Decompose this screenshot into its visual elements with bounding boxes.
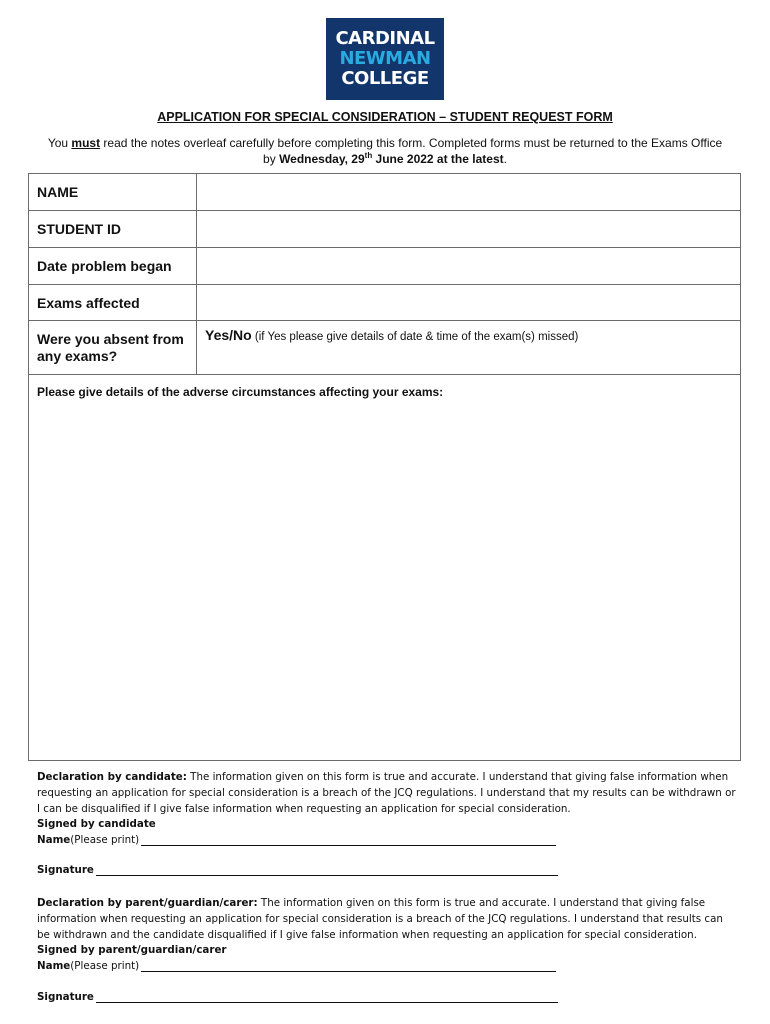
yes-no-option: Yes/No xyxy=(205,327,252,343)
date-problem-field[interactable] xyxy=(197,248,741,285)
deadline-suffix: th xyxy=(364,151,373,160)
exams-affected-label: Exams affected xyxy=(29,285,197,321)
parent-name-hint: (Please print) xyxy=(70,960,140,972)
logo-line-1: CARDINAL xyxy=(335,28,435,49)
candidate-signature-line xyxy=(37,864,558,876)
yes-no-note: (if Yes please give details of date & time of the exam(s) missed) xyxy=(251,331,579,343)
details-prompt: Please give details of the adverse circumstances affecting your exams: xyxy=(37,385,444,399)
date-problem-label: Date problem began xyxy=(29,248,197,285)
candidate-name-hint: (Please print) xyxy=(70,834,140,846)
candidate-signature-label: Signature xyxy=(37,864,94,876)
table-row xyxy=(29,375,741,761)
name-field[interactable] xyxy=(197,174,741,211)
parent-name-label: Name xyxy=(37,960,71,972)
absent-label: Were you absent from any exams? xyxy=(29,321,197,375)
intro-must: must xyxy=(71,136,101,150)
exams-affected-field[interactable] xyxy=(197,285,741,321)
form-title: APPLICATION FOR SPECIAL CONSIDERATION – STUDENT REQUEST FORM xyxy=(157,110,613,124)
candidate-declaration-text: The information given on this form is true and accurate. I understand that giving false information when requesting an application for special consideration is a breach of the JCQ regulations. I understand that my results can be withdrawn or I can be disqualified if I give false information when requesting an application for special consideration. xyxy=(37,771,736,815)
parent-signature-input[interactable] xyxy=(96,992,558,1003)
candidate-name-line xyxy=(37,834,556,846)
parent-declaration xyxy=(37,896,737,959)
deadline-date xyxy=(279,152,504,166)
adverse-circumstances-field[interactable] xyxy=(29,375,741,761)
deadline-day: Wednesday, 29 xyxy=(279,152,365,166)
table-row xyxy=(29,285,741,321)
candidate-name-label: Name xyxy=(37,834,71,846)
student-request-table xyxy=(28,173,741,761)
signed-by-candidate: Signed by candidate xyxy=(37,818,156,831)
table-row xyxy=(29,321,741,375)
parent-signature-line xyxy=(37,991,558,1003)
absent-field[interactable] xyxy=(197,321,741,375)
candidate-signature-input[interactable] xyxy=(96,865,558,876)
student-id-label: STUDENT ID xyxy=(29,211,197,248)
candidate-declaration-heading: Declaration by candidate: xyxy=(37,771,187,783)
signed-by-parent: Signed by parent/guardian/carer xyxy=(37,944,227,957)
parent-name-input[interactable] xyxy=(141,961,556,972)
candidate-declaration xyxy=(37,770,737,833)
intro-paragraph xyxy=(40,135,730,167)
intro-part-2: read the notes overleaf carefully before completing this form. Completed forms must be returned to the Exams Office by xyxy=(100,136,723,166)
table-row xyxy=(29,174,741,211)
college-logo xyxy=(326,18,444,100)
parent-signature-label: Signature xyxy=(37,991,94,1003)
table-row xyxy=(29,248,741,285)
logo-line-3: COLLEGE xyxy=(341,68,429,89)
parent-declaration-text: The information given on this form is true and accurate. I understand that giving false information when requesting an application for special consideration is a breach of the JCQ regulations. I understand that results can be withdrawn and the candidate disqualified if I give false information when requesting an application for special consideration. xyxy=(37,897,723,941)
student-id-field[interactable] xyxy=(197,211,741,248)
name-label: NAME xyxy=(29,174,197,211)
logo-line-2: NEWMAN xyxy=(339,48,431,69)
intro-part-1: You xyxy=(47,136,72,150)
table-row xyxy=(29,211,741,248)
parent-declaration-heading: Declaration by parent/guardian/carer: xyxy=(37,897,258,909)
intro-end: . xyxy=(503,152,507,166)
candidate-name-input[interactable] xyxy=(141,835,556,846)
parent-name-line xyxy=(37,960,556,972)
deadline-rest: June 2022 at the latest xyxy=(372,152,504,166)
